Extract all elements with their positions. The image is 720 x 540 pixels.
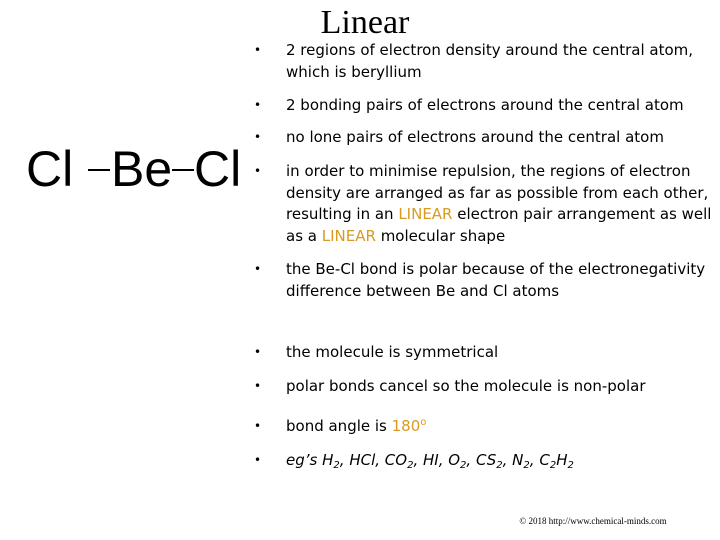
bullet-item — [254, 161, 716, 247]
bullet-item — [254, 342, 716, 364]
copyright-footer: © 2018 http://www.chemical-minds.com — [519, 516, 667, 526]
bullet-text: 2 regions of electron density around the central atom, which is beryllium — [286, 41, 694, 81]
bond-angle-value: 180$^o$ — [391, 417, 427, 435]
bullet-item — [254, 376, 716, 398]
bullet-icon: • — [254, 43, 262, 57]
slide-title: Linear — [320, 4, 410, 41]
bullet-icon: • — [254, 164, 262, 178]
bullet-icon: • — [254, 379, 262, 393]
bullet-item — [254, 40, 716, 83]
bullet-text: polar bonds cancel so the molecule is non-polar — [286, 377, 646, 395]
chlorine-atom-right: Cl — [194, 141, 242, 197]
linear-highlight: LINEAR — [398, 205, 453, 223]
bullet-item — [254, 259, 716, 302]
bullet-text: bond angle is 180$^o$ — [286, 417, 427, 435]
bullet-item — [254, 416, 716, 438]
bullet-item — [254, 450, 716, 472]
beryllium-atom: Be — [111, 141, 173, 197]
bullet-item — [254, 95, 716, 117]
bullet-text: no lone pairs of electrons around the central atom — [286, 128, 664, 146]
bullet-text: 2 bonding pairs of electrons around the central atom — [286, 96, 684, 114]
bullet-icon: • — [254, 453, 262, 467]
bullet-icon: • — [254, 130, 262, 144]
bullet-item — [254, 127, 716, 149]
bullet-icon: • — [254, 262, 262, 276]
bullet-text: the molecule is symmetrical — [286, 343, 499, 361]
becl2-lewis-structure — [26, 140, 246, 200]
bullet-text: the Be-Cl bond is polar because of the electronegativity difference between Be and Cl atoms — [286, 260, 706, 300]
bullet-icon: • — [254, 345, 262, 359]
linear-highlight: LINEAR — [321, 226, 376, 245]
bullet-icon: • — [254, 419, 262, 433]
bullet-text: in order to minimise repulsion, the regions of electron density are arranged as far as possible from each other, resulting in an LINEAR electron pair arrangement as well as a LINEAR molecular shape — [286, 162, 712, 245]
bullet-icon: • — [254, 98, 262, 112]
chlorine-atom-left: Cl — [26, 141, 74, 197]
example-molecules: eg’s $H_2$, HCl, $CO_2$, HI, $O_2$, $CS_2$, $N_2$, $C_2H_2$ — [286, 451, 574, 471]
